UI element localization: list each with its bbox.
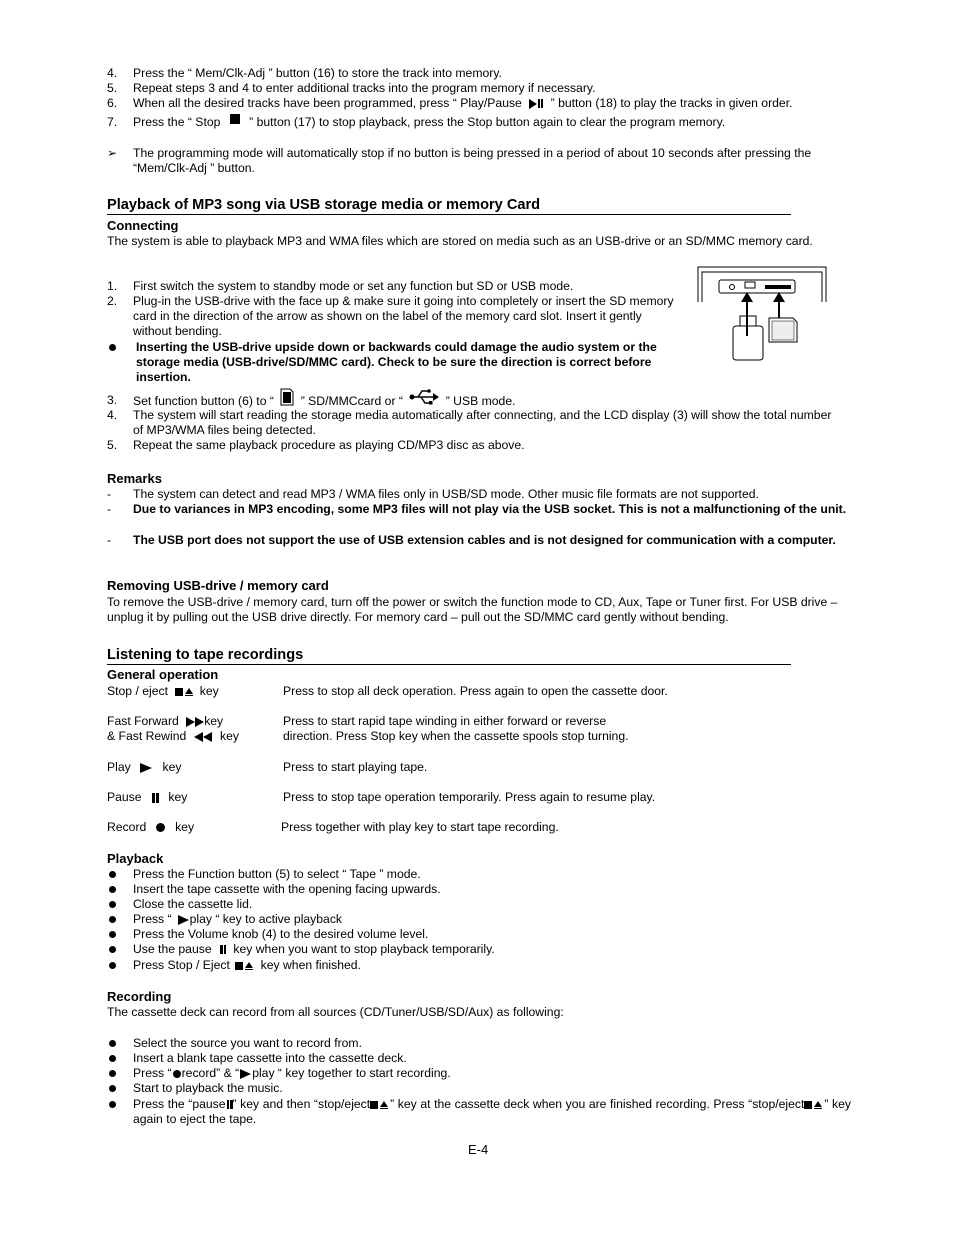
step-text-part: ” key and then “stop/eject — [232, 1097, 371, 1111]
step-text-part: play “ key together to start recording. — [252, 1066, 451, 1080]
step-number: 1. — [107, 279, 118, 293]
step-text-part: Set function button (6) to “ — [133, 394, 274, 409]
step-number: 4. — [107, 66, 118, 80]
fast-rewind-icon — [194, 729, 212, 744]
key-label: Fast Forward — [107, 714, 179, 728]
playback-step — [133, 958, 850, 973]
play-icon — [140, 760, 152, 775]
step-number: 3. — [107, 393, 118, 407]
key-label: key — [162, 760, 182, 774]
stop-icon — [230, 111, 240, 126]
key-description: Press to start rapid tape winding in either forward or reverse — [283, 714, 607, 728]
bullet-icon — [109, 946, 116, 953]
bullet-icon — [109, 931, 116, 938]
step-text-part: key when finished. — [260, 958, 361, 972]
playback-step — [133, 912, 850, 927]
connecting-intro: The system is able to playback MP3 and WMA files which are stored on media such as an USB-drive or an SD/MMC memory card. — [107, 234, 813, 248]
playback-step: Close the cassette lid. — [133, 897, 253, 911]
key-label: key — [175, 820, 195, 834]
key-description: direction. Press Stop key when the cassette spools stop turning. — [283, 729, 629, 743]
step-text-part: ” button (18) to play the tracks in given order. — [550, 96, 793, 110]
key-fast-forward — [107, 714, 223, 729]
insertion-warning: Inserting the USB-drive upside down or backwards could damage the audio system or the storage media (USB-drive/SD/MMC card). Check to be sure the direction is correct before insertion. — [136, 340, 657, 385]
heading-recording: Recording — [107, 989, 172, 1004]
step-text-part: Press the “pause — [133, 1097, 226, 1111]
bullet-icon — [109, 344, 116, 351]
bullet-icon — [109, 1055, 116, 1062]
key-play — [107, 760, 181, 775]
pause-icon — [219, 942, 226, 957]
arrow-bullet-icon: ➢ — [107, 146, 118, 160]
step-number: 7. — [107, 115, 118, 129]
step-text: Repeat steps 3 and 4 to enter additional tracks into the program memory if necessary. — [133, 81, 596, 95]
playback-step: Press the Volume knob (4) to the desired volume level. — [133, 927, 429, 941]
remark-item: Due to variances in MP3 encoding, some MP3 files will not play via the USB socket. This is not a malfunctioning of the unit. — [133, 502, 847, 516]
recording-step — [133, 1066, 850, 1081]
step-text: Plug-in the USB-drive with the face up & make sure it going into completely or insert the SD memory card in the direction of the arrow as shown on the label of the memory card slot. Insert it gently without bending. — [133, 294, 674, 339]
bullet-icon — [109, 1040, 116, 1047]
programming-note: The programming mode will automatically stop if no button is being pressed in a period of about 10 seconds after pressing the “Mem/Clk-Adj ” button. — [133, 146, 812, 176]
step-text-part: ” SD/MMCcard or “ — [300, 394, 403, 409]
recording-step: Start to playback the music. — [133, 1081, 283, 1095]
heading-playback: Playback — [107, 851, 164, 866]
stop-eject-icon — [235, 958, 253, 973]
step-text — [133, 115, 850, 130]
step-text-part: When all the desired tracks have been programmed, press “ Play/Pause — [133, 96, 522, 110]
playback-step — [133, 942, 850, 957]
recording-step: Select the source you want to record from. — [133, 1036, 362, 1050]
pause-icon — [226, 1097, 233, 1112]
heading-connecting: Connecting — [107, 218, 179, 233]
key-label: key — [199, 684, 219, 698]
step-number: 5. — [107, 438, 118, 452]
heading-removing: Removing USB-drive / memory card — [107, 578, 329, 593]
step-text-part: Press the “ Stop — [133, 115, 221, 129]
step-text-part: ” key again to eject the tape. — [133, 1097, 851, 1127]
remark-item: The system can detect and read MP3 / WMA files only in USB/SD mode. Other music file formats are not supported. — [133, 487, 759, 501]
stop-eject-icon — [370, 1097, 388, 1112]
step-text-part: Use the pause — [133, 942, 212, 956]
key-description: Press to stop all deck operation. Press again to open the cassette door. — [283, 684, 668, 698]
key-label: key — [204, 714, 224, 728]
step-text-part: play “ key to active playback — [189, 912, 343, 926]
key-description: Press to stop tape operation temporarily. Press again to resume play. — [283, 790, 656, 804]
dash-bullet: - — [107, 502, 112, 516]
step-text-part: ” button (17) to stop playback, press the Stop button again to clear the program memory. — [249, 115, 726, 129]
fast-forward-icon — [186, 714, 204, 729]
key-label: Play — [107, 760, 131, 774]
recording-intro: The cassette deck can record from all sources (CD/Tuner/USB/SD/Aux) as following: — [107, 1005, 564, 1019]
step-number: 5. — [107, 81, 118, 95]
step-text: First switch the system to standby mode or set any function but SD or USB mode. — [133, 279, 574, 293]
step-number: 2. — [107, 294, 118, 308]
bullet-icon — [109, 1070, 116, 1077]
bullet-icon — [109, 916, 116, 923]
stop-eject-icon — [804, 1097, 822, 1112]
recording-step: Insert a blank tape cassette into the cassette deck. — [133, 1051, 407, 1065]
step-text-part: ” key at the cassette deck when you are finished recording. Press “stop/eject — [390, 1097, 805, 1111]
step-text: Repeat the same playback procedure as playing CD/MP3 disc as above. — [133, 438, 525, 452]
step-text-part: record” & “ — [181, 1066, 240, 1080]
key-fast-rewind — [107, 729, 239, 744]
key-stop-eject — [107, 684, 219, 699]
record-icon — [156, 820, 165, 835]
key-label: key — [220, 729, 239, 743]
dash-bullet: - — [107, 533, 112, 547]
dash-bullet: - — [107, 487, 112, 501]
section-title-usb: Playback of MP3 song via USB storage media or memory Card — [107, 196, 791, 215]
step-text: Press the “ Mem/Clk-Adj ” button (16) to store the track into memory. — [133, 66, 502, 80]
step-text — [133, 96, 850, 111]
removing-text: To remove the USB-drive / memory card, turn off the power or switch the function mode to CD, Aux, Tape or Tuner first. For USB drive – unplug it by pulling out the USB drive directly. For memory card – pull out the SD/MMC card gently without bending. — [107, 595, 838, 625]
usb-sd-slot-illustration — [697, 266, 827, 362]
bullet-icon — [109, 1085, 116, 1092]
key-label: Record — [107, 820, 147, 834]
bullet-icon — [109, 886, 116, 893]
bullet-icon — [109, 1101, 116, 1108]
key-label: Pause — [107, 790, 142, 804]
step-text-part: ” USB mode. — [445, 394, 516, 409]
key-label: key — [168, 790, 188, 804]
playback-step: Press the Function button (5) to select “ Tape ” mode. — [133, 867, 421, 881]
key-description: Press to start playing tape. — [283, 760, 428, 774]
step-number: 4. — [107, 408, 118, 422]
heading-remarks: Remarks — [107, 471, 162, 486]
section-title-tape: Listening to tape recordings — [107, 646, 791, 665]
step-text: The system will start reading the storage media automatically after connecting, and the LCD display (3) will show the total number of MP3/WMA files being detected. — [133, 408, 832, 438]
record-icon — [173, 1066, 181, 1081]
key-pause — [107, 790, 187, 805]
key-record — [107, 820, 194, 835]
step-text-part: Press Stop / Eject — [133, 958, 230, 972]
play-icon — [240, 1066, 251, 1081]
step-number: 6. — [107, 96, 118, 110]
usb-icon — [409, 389, 439, 405]
key-description: Press together with play key to start tape recording. — [281, 820, 559, 834]
bullet-icon — [109, 871, 116, 878]
step-text-part: key when you want to stop playback temporarily. — [233, 942, 495, 956]
sd-card-icon — [280, 388, 294, 406]
recording-step — [133, 1097, 851, 1128]
playback-step: Insert the tape cassette with the opening facing upwards. — [133, 882, 441, 896]
heading-general-operation: General operation — [107, 667, 219, 682]
key-label: Stop / eject — [107, 684, 168, 698]
play-pause-icon — [529, 96, 543, 111]
bullet-icon — [109, 962, 116, 969]
bullet-icon — [109, 901, 116, 908]
step-text-part: Press “ — [133, 912, 172, 926]
remark-item: The USB port does not support the use of USB extension cables and is not designed for communication with a computer. — [133, 533, 836, 547]
key-label: & Fast Rewind — [107, 729, 187, 743]
pause-icon — [151, 790, 159, 805]
play-icon — [178, 912, 189, 927]
stop-eject-icon — [175, 684, 193, 699]
step-text-part: Press “ — [133, 1066, 172, 1080]
page-number: E-4 — [468, 1142, 489, 1157]
